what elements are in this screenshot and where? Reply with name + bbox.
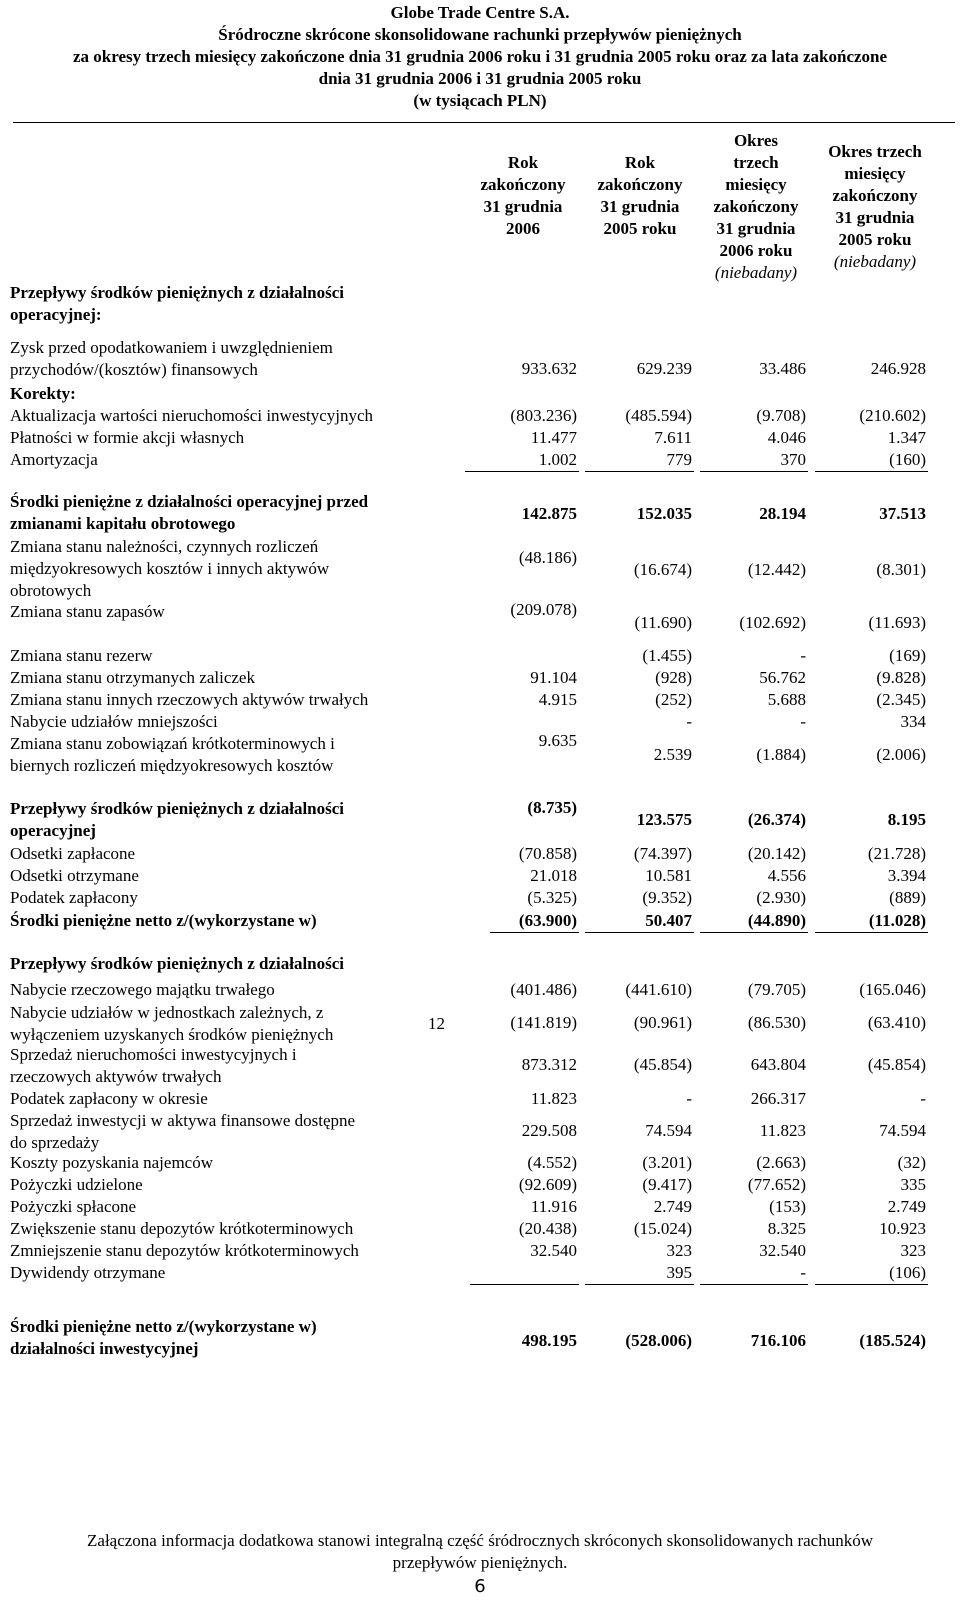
value-cell: (63.410) <box>867 1013 926 1032</box>
value-cell: (21.728) <box>867 844 926 863</box>
value-cell: (401.486) <box>510 980 577 999</box>
footer-note-line-1: Załączona informacja dodatkowa stanowi integralną część śródrocznych skróconych skonsolidowanych rachunków <box>87 1531 873 1550</box>
value-cell: (185.524) <box>859 1331 926 1350</box>
row-label <box>10 1152 213 1174</box>
value-cell: (77.652) <box>747 1175 806 1194</box>
value-cell: (210.602) <box>859 406 926 425</box>
row-label-line: operacyjnej <box>10 821 96 840</box>
row-label-line: zmianami kapitału obrotowego <box>10 514 236 533</box>
value-cell: (803.236) <box>510 406 577 425</box>
value-cell: 779 <box>666 450 692 469</box>
value-cell: (165.046) <box>859 980 926 999</box>
row-label <box>10 383 76 405</box>
column-header-line: 31 grudnia <box>600 197 680 216</box>
value-cell: 4.556 <box>767 866 806 885</box>
row-label <box>10 645 153 667</box>
subtotal-underline <box>490 932 579 933</box>
value-cell: (2.930) <box>756 888 806 907</box>
report-subtitle-line-1: za okresy trzech miesięcy zakończone dnia 31 grudnia 2006 roku i 31 grudnia 2005 roku oraz za lata zakończone <box>72 47 888 66</box>
row-label-line: Zmiana stanu otrzymanych zaliczek <box>10 668 255 687</box>
value-cell: 11.916 <box>530 1197 577 1216</box>
column-header-2 <box>575 152 705 240</box>
row-label-line: Amortyzacja <box>10 450 98 469</box>
value-cell: 10.581 <box>645 866 692 885</box>
subtotal-underline <box>700 1284 808 1285</box>
value-cell: 323 <box>666 1241 692 1260</box>
value-cell: (528.006) <box>625 1331 692 1350</box>
row-label-line: Zmiana stanu innych rzeczowych aktywów trwałych <box>10 690 369 709</box>
value-cell: 1.002 <box>538 450 577 469</box>
row-label-line: Pożyczki udzielone <box>10 1175 143 1194</box>
value-cell: 10.923 <box>879 1219 926 1238</box>
value-cell: - <box>800 646 806 665</box>
value-cell: 11.823 <box>530 1089 577 1108</box>
row-label-line: Nabycie udziałów w jednostkach zależnych, z <box>10 1003 324 1022</box>
value-cell: 716.106 <box>750 1331 806 1350</box>
value-cell: - <box>800 712 806 731</box>
row-label-line: przychodów/(kosztów) finansowych <box>10 360 258 379</box>
row-label <box>10 1218 353 1240</box>
row-label <box>10 1196 136 1218</box>
value-cell: (9.828) <box>876 668 926 687</box>
row-label-line: obrotowych <box>10 581 92 600</box>
row-label-line: Aktualizacja wartości nieruchomości inwestycyjnych <box>10 406 374 425</box>
value-cell: (9.417) <box>642 1175 692 1194</box>
row-label-line: Przepływy środków pieniężnych z działalności <box>10 283 345 302</box>
row-label-line: Zmiana stanu należności, czynnych rozliczeń <box>10 537 319 556</box>
row-label-line: Odsetki otrzymane <box>10 866 139 885</box>
value-cell: (252) <box>655 690 692 709</box>
value-cell: 123.575 <box>636 810 692 829</box>
value-cell: 266.317 <box>750 1089 806 1108</box>
value-cell: 229.508 <box>521 1121 577 1140</box>
column-header-line: zakończony <box>480 175 566 194</box>
value-cell: (160) <box>889 450 926 469</box>
row-label-line: Sprzedaż inwestycji w aktywa finansowe dostępne <box>10 1111 356 1130</box>
row-label-line: Podatek zapłacony <box>10 888 138 907</box>
column-header-line: Okres trzech <box>828 142 922 161</box>
row-label-line: Przepływy środków pieniężnych z działalności <box>10 954 345 973</box>
header-rule <box>13 122 955 123</box>
row-label <box>10 1174 143 1196</box>
row-label-line: działalności inwestycyjnej <box>10 1339 199 1358</box>
subtotal-underline <box>585 471 694 472</box>
value-cell: (102.692) <box>739 613 806 632</box>
value-cell: (441.610) <box>625 980 692 999</box>
value-cell: 21.018 <box>530 866 577 885</box>
value-cell: (169) <box>889 646 926 665</box>
value-cell: 873.312 <box>521 1055 577 1074</box>
subtotal-underline <box>585 1284 694 1285</box>
row-label <box>10 733 335 777</box>
value-cell: 152.035 <box>636 504 692 523</box>
subtotal-underline <box>700 471 808 472</box>
value-cell: (26.374) <box>747 810 806 829</box>
column-header-line: Okres <box>733 131 779 150</box>
value-cell: (928) <box>655 668 692 687</box>
value-cell: 37.513 <box>879 504 926 523</box>
value-cell: 323 <box>900 1241 926 1260</box>
row-label-line: operacyjnej: <box>10 305 102 324</box>
row-label <box>10 449 98 471</box>
value-cell: (16.674) <box>633 560 692 579</box>
value-cell: 2.539 <box>653 745 692 764</box>
column-header-line: 31 grudnia <box>835 208 915 227</box>
value-cell: (70.858) <box>518 844 577 863</box>
footer-note-line-2: przepływów pieniężnych. <box>392 1553 568 1572</box>
row-label-line: Podatek zapłacony w okresie <box>10 1089 208 1108</box>
subtotal-underline <box>470 1284 579 1285</box>
value-cell: (2.663) <box>756 1153 806 1172</box>
value-cell: (209.078) <box>510 600 577 619</box>
value-cell: 933.632 <box>521 359 577 378</box>
subtotal-underline <box>585 932 694 933</box>
value-cell: (15.024) <box>633 1219 692 1238</box>
row-label <box>10 711 218 733</box>
value-cell: (4.552) <box>527 1153 577 1172</box>
row-label <box>10 865 139 887</box>
column-header-line: miesięcy <box>725 175 787 194</box>
row-label <box>10 1044 297 1088</box>
row-label-line: Zmiana stanu rezerw <box>10 646 153 665</box>
currency-units: (w tysiącach PLN) <box>413 91 547 110</box>
value-cell: (45.854) <box>633 1055 692 1074</box>
row-label-line: biernych rozliczeń międzyokresowych kosztów <box>10 756 334 775</box>
value-cell: - <box>686 1089 692 1108</box>
row-label <box>10 282 344 326</box>
value-cell: 32.540 <box>530 1241 577 1260</box>
value-cell: (9.352) <box>642 888 692 907</box>
row-label <box>10 910 317 932</box>
value-cell: (92.609) <box>518 1175 577 1194</box>
row-label <box>10 1002 333 1046</box>
row-label-line: Nabycie rzeczowego majątku trwałego <box>10 980 275 999</box>
value-cell: 74.594 <box>879 1121 926 1140</box>
value-cell: 28.194 <box>759 504 806 523</box>
row-label-line: Zmiana stanu zobowiązań krótkoterminowych i <box>10 734 335 753</box>
value-cell: 91.104 <box>530 668 577 687</box>
value-cell: 7.611 <box>654 428 692 447</box>
value-cell: (20.142) <box>747 844 806 863</box>
value-cell: 11.823 <box>759 1121 806 1140</box>
value-cell: (48.186) <box>518 548 577 567</box>
value-cell: (106) <box>889 1263 926 1282</box>
value-cell: (141.819) <box>510 1013 577 1032</box>
row-label-line: Sprzedaż nieruchomości inwestycyjnych i <box>10 1045 297 1064</box>
column-header-line: 31 grudnia <box>483 197 563 216</box>
row-label <box>10 405 373 427</box>
row-label-line: Zwiększenie stanu depozytów krótkoterminowych <box>10 1219 354 1238</box>
column-header-line: zakończony <box>832 186 918 205</box>
row-label-line: Dywidendy otrzymane <box>10 1263 166 1282</box>
subtotal-underline <box>815 1284 928 1285</box>
row-label <box>10 843 135 865</box>
column-header-3 <box>691 130 821 284</box>
value-cell: (79.705) <box>747 980 806 999</box>
value-cell: (153) <box>769 1197 806 1216</box>
row-label-line: Pożyczki spłacone <box>10 1197 137 1216</box>
unaudited-note: (niebadany) <box>714 263 798 282</box>
row-label-line: Środki pieniężne netto z/(wykorzystane w) <box>10 911 317 930</box>
value-cell: - <box>686 712 692 731</box>
row-label <box>10 1316 317 1360</box>
subtotal-underline <box>815 932 928 933</box>
value-cell: 74.594 <box>645 1121 692 1140</box>
value-cell: (86.530) <box>747 1013 806 1032</box>
value-cell: (9.708) <box>756 406 806 425</box>
value-cell: (8.301) <box>876 560 926 579</box>
value-cell: (1.884) <box>756 745 806 764</box>
value-cell: 395 <box>666 1263 692 1282</box>
row-label <box>10 689 368 711</box>
report-subtitle-line-2: dnia 31 grudnia 2006 i 31 grudnia 2005 roku <box>318 69 642 88</box>
value-cell: 32.540 <box>759 1241 806 1260</box>
value-cell: (44.890) <box>747 911 806 930</box>
row-label <box>10 979 275 1001</box>
column-header-4 <box>810 141 940 273</box>
value-cell: 8.325 <box>767 1219 806 1238</box>
column-header-line: 31 grudnia <box>716 219 796 238</box>
value-cell: 1.347 <box>887 428 926 447</box>
value-cell: 335 <box>900 1175 926 1194</box>
value-cell: 33.486 <box>759 359 806 378</box>
value-cell: (1.455) <box>642 646 692 665</box>
row-label-line: Przepływy środków pieniężnych z działalności <box>10 799 345 818</box>
value-cell: 643.804 <box>750 1055 806 1074</box>
value-cell: (12.442) <box>747 560 806 579</box>
value-cell: 5.688 <box>767 690 806 709</box>
row-label <box>10 427 244 449</box>
row-label <box>10 1240 359 1262</box>
column-header-line: zakończony <box>597 175 683 194</box>
row-label-line: Środki pieniężne netto z/(wykorzystane w) <box>10 1317 317 1336</box>
value-cell: - <box>800 1263 806 1282</box>
value-cell: 2.749 <box>653 1197 692 1216</box>
value-cell: 4.915 <box>538 690 577 709</box>
value-cell: (8.735) <box>527 798 577 817</box>
column-header-line: trzech <box>733 153 779 172</box>
row-label <box>10 667 255 689</box>
row-label-line: Zmiana stanu zapasów <box>10 602 165 621</box>
value-cell: 11.477 <box>530 428 577 447</box>
row-label-line: rzeczowych aktywów trwałych <box>10 1067 222 1086</box>
row-label <box>10 798 344 842</box>
column-header-1 <box>458 152 588 240</box>
column-header-line: 2005 roku <box>838 230 912 249</box>
row-label-line: Odsetki zapłacone <box>10 844 136 863</box>
value-cell: (20.438) <box>518 1219 577 1238</box>
note-reference: 12 <box>428 1014 445 1033</box>
value-cell: (3.201) <box>642 1153 692 1172</box>
row-label-line: Korekty: <box>10 384 76 403</box>
report-title: Śródroczne skrócone skonsolidowane rachunki przepływów pieniężnych <box>218 25 742 44</box>
column-header-line: miesięcy <box>844 164 906 183</box>
value-cell: (45.854) <box>867 1055 926 1074</box>
row-label-line: międzyokresowych kosztów i innych aktywów <box>10 559 330 578</box>
subtotal-underline <box>815 471 928 472</box>
value-cell: 4.046 <box>767 428 806 447</box>
subtotal-underline <box>465 471 579 472</box>
row-label-line: Nabycie udziałów mniejszości <box>10 712 218 731</box>
row-label <box>10 1110 355 1154</box>
column-header-line: Rok <box>624 153 656 172</box>
row-label <box>10 337 333 381</box>
row-label <box>10 887 138 909</box>
row-label-line: Płatności w formie akcji własnych <box>10 428 245 447</box>
value-cell: (5.325) <box>527 888 577 907</box>
value-cell: (32) <box>897 1153 926 1172</box>
value-cell: (90.961) <box>633 1013 692 1032</box>
column-header-line: 2006 roku <box>719 241 793 260</box>
unaudited-note: (niebadany) <box>833 252 917 271</box>
value-cell: 50.407 <box>645 911 692 930</box>
row-label-line: wyłączeniem uzyskanych środków pieniężnych <box>10 1025 334 1044</box>
row-label-line: Koszty pozyskania najemców <box>10 1153 213 1172</box>
row-label <box>10 491 368 535</box>
column-header-line: 2005 roku <box>603 219 677 238</box>
value-cell: 246.928 <box>870 359 926 378</box>
row-label <box>10 536 329 602</box>
value-cell: 9.635 <box>538 731 577 750</box>
row-label-line: do sprzedaży <box>10 1133 100 1152</box>
column-header-line: zakończony <box>713 197 799 216</box>
value-cell: (485.594) <box>625 406 692 425</box>
row-label <box>10 1088 208 1110</box>
value-cell: (2.345) <box>876 690 926 709</box>
value-cell: (2.006) <box>876 745 926 764</box>
value-cell: (11.693) <box>868 613 926 632</box>
value-cell: 8.195 <box>887 810 926 829</box>
row-label <box>10 1262 165 1284</box>
column-header-line: Rok <box>507 153 539 172</box>
value-cell: 3.394 <box>887 866 926 885</box>
value-cell: - <box>920 1089 926 1108</box>
value-cell: (63.900) <box>518 911 577 930</box>
value-cell: 629.239 <box>636 359 692 378</box>
column-header-line: 2006 <box>506 219 540 238</box>
value-cell: 142.875 <box>521 504 577 523</box>
value-cell: 334 <box>900 712 926 731</box>
value-cell: (11.690) <box>634 613 692 632</box>
row-label-line: Zysk przed opodatkowaniem i uwzględnieniem <box>10 338 333 357</box>
row-label <box>10 601 165 623</box>
company-name: Globe Trade Centre S.A. <box>390 3 570 22</box>
row-label-line: Środki pieniężne z działalności operacyjnej przed <box>10 492 369 511</box>
value-cell: 370 <box>780 450 806 469</box>
value-cell: 498.195 <box>521 1331 577 1350</box>
row-label <box>10 953 344 975</box>
row-label-line: Zmniejszenie stanu depozytów krótkoterminowych <box>10 1241 359 1260</box>
subtotal-underline <box>700 932 808 933</box>
value-cell: 56.762 <box>759 668 806 687</box>
value-cell: (889) <box>889 888 926 907</box>
page-number: 6 <box>474 1576 486 1597</box>
value-cell: (11.028) <box>868 911 926 930</box>
value-cell: 2.749 <box>887 1197 926 1216</box>
value-cell: (74.397) <box>633 844 692 863</box>
